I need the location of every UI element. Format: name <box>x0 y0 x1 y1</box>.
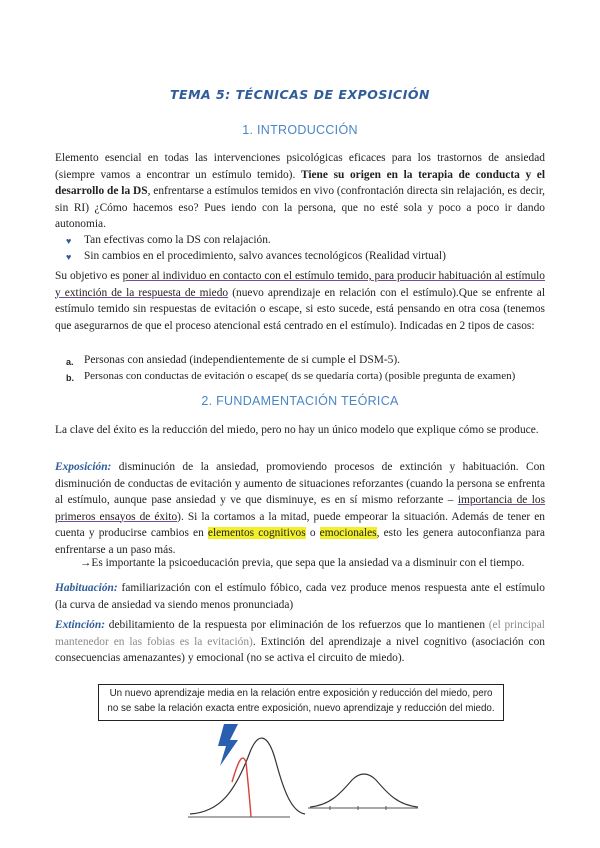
anxiety-curve-reduced <box>310 774 418 807</box>
psicoeducacion-note: →Es importante la psicoeducación previa, que sepa que la ansiedad va a disminuir con el tiempo. <box>80 557 525 569</box>
summary-line-1: Un nuevo aprendizaje media en la relación entre exposición y reducción del miedo, pero <box>109 688 493 699</box>
fundamentacion-paragraph: La clave del éxito es la reducción del miedo, pero no hay un único modelo que explique cómo se produce. <box>55 424 539 436</box>
exposicion-text-o: o <box>305 527 320 539</box>
anxiety-curves-figure <box>180 722 420 822</box>
heart-bullet-icon: ♥ <box>66 236 72 246</box>
case-item-b: Personas con conductas de evitación o escape( ds se quedaría corta) (posible pregunta de examen) <box>84 370 516 382</box>
intro-paragraph-1 <box>55 150 545 233</box>
case-item-a: Personas con ansiedad (independientemente de si cumple el DSM-5). <box>84 354 401 366</box>
extincion-text-b: . Extinción del aprendizaje a nivel cognitivo (asociación con consecuencias amenazantes) y emocional (no se activa el circuito de miedo). <box>55 635 545 664</box>
case-letter: b. <box>66 373 74 383</box>
habituacion-text: familiarización con el estímulo fóbico, cada vez produce menos respuesta ante el estímulo (la curva de ansiedad va siendo menos pronunciada) <box>55 582 545 611</box>
anxiety-curve-interrupted <box>232 758 251 817</box>
page-title: TEMA 5: TÉCNICAS DE EXPOSICIÓN <box>170 87 430 102</box>
objective-underlined: poner al individuo en contacto con el estímulo temido, para producir habituación al estímulo y extinción de la respuesta de miedo <box>55 270 545 299</box>
extincion-term: Extinción: <box>55 619 106 631</box>
lightning-icon <box>218 724 238 766</box>
highlight-emocionales: emocionales <box>319 527 377 539</box>
intro-text-a: Elemento esencial en todas las intervenciones psicológicas eficaces para los trastornos de ansiedad (siempre vamos a encontrar un estímulo temido). <box>55 152 545 181</box>
intro-text-b: , enfrentarse a estímulos temidos en vivo (confrontación directa sin relajación, es decir, sin RI) ¿Cómo hacemos eso? Pues iendo con la persona, que no esté sola y poco a poco ir dando autonomia. <box>55 185 545 230</box>
intro-paragraph-2 <box>55 268 545 334</box>
exposicion-underlined: importancia de los primeros ensayos de éxito <box>55 494 546 523</box>
habituacion-term: Habituación: <box>55 582 118 594</box>
extincion-grey-note: (el principal mantenedor en las fobias es la evitación) <box>55 619 545 648</box>
summary-line-2: no se sabe la relación exacta entre exposición, nuevo aprendizaje y reducción del miedo. <box>107 703 495 714</box>
case-letter: a. <box>66 357 74 367</box>
intro-bullet-2: Sin cambios en el procedimiento, salvo avances tecnológicos (Realidad virtual) <box>84 250 446 262</box>
objective-text-a: Su objetivo es <box>55 270 123 282</box>
section-heading-introduccion: 1. INTRODUCCIÓN <box>242 123 358 137</box>
heart-bullet-icon: ♥ <box>66 252 72 262</box>
intro-bold: Tiene su origen en la terapia de conducta y el desarrollo de la DS <box>55 168 545 197</box>
intro-bullet-1: Tan efectivas como la DS con relajación. <box>84 234 271 246</box>
habituacion-paragraph <box>55 580 545 613</box>
exposicion-text-c: , esto les genera autoconfianza para enfrentarse a un paso más. <box>55 527 545 556</box>
summary-box <box>98 684 504 721</box>
highlight-cognitivos: elementos cognitivos <box>207 527 306 539</box>
objective-text-b: (nuevo aprendizaje en relación con el estímulo).Que se enfrente al estímulo temido sin respuestas de evitación o escape, si esto sucede, está pensando en otra cosa (tenemos que asegurarnos de que el proceso atencional está centrado en el estímulo). Indicadas en 2 tipos de casos: <box>55 286 546 332</box>
exposicion-text-a: disminución de la ansiedad, promoviendo procesos de extinción y habituación. Con disminución de conductas de evitación y aumento de situaciones reforzantes (cuando la persona se enfrenta al estímulo, aunque pase ansiedad y ve que disminuye, es en sí mismo reforzante – <box>55 461 545 506</box>
extincion-paragraph <box>55 617 545 667</box>
exposicion-term: Exposición: <box>55 461 112 473</box>
exposicion-text-b: ). Si la cortamos a la mitad, puede empeorar la situación. Además de tener en cuenta y producirse cambios en <box>55 510 546 539</box>
exposicion-paragraph <box>55 459 545 558</box>
extincion-text-a: debilitamiento de la respuesta por eliminación de los refuerzos que lo mantienen <box>105 619 489 631</box>
section-heading-fundamentacion: 2. FUNDAMENTACIÓN TEÓRICA <box>201 394 399 408</box>
